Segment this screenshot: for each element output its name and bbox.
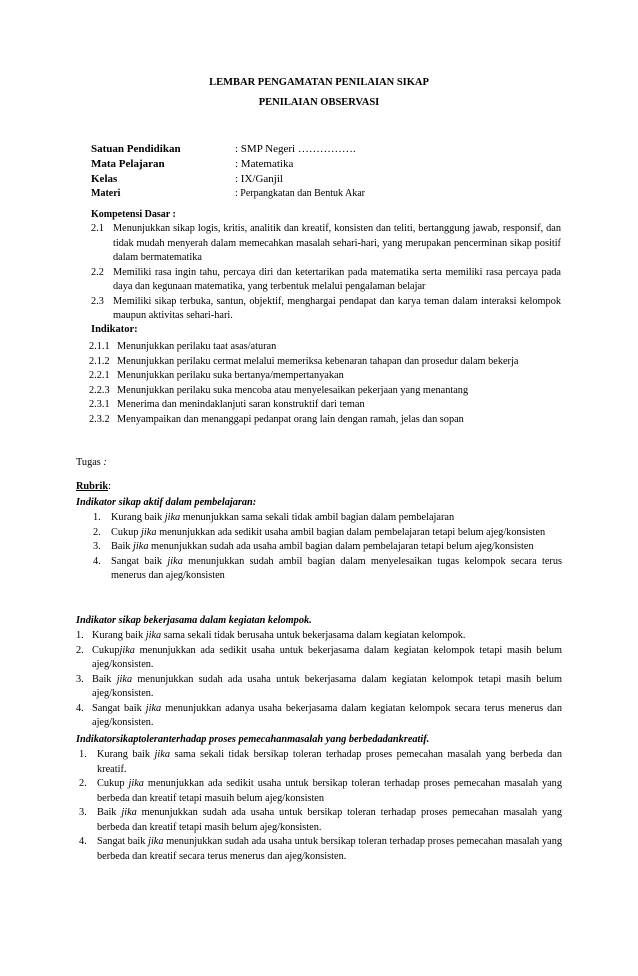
rubric-list-toleran xyxy=(79,748,562,864)
item-text-lead: Kurang baik xyxy=(111,512,165,523)
item-text xyxy=(111,555,562,584)
indikator-item xyxy=(89,413,562,428)
indikator-item xyxy=(89,355,562,370)
item-text-rest: sama sekali tidak bersikap toleran terhadap proses pemecahan masalah yang berbeda dan kreatif. xyxy=(97,749,562,775)
item-number: 4. xyxy=(79,836,87,847)
item-text xyxy=(92,629,562,644)
item-text-rest: menunjukkan sudah ada usaha untuk bersikap toleran terhadap proses pemecahan masalah yang berbeda dan kreatif secara terus menerus dan ajeg/konsisten. xyxy=(97,836,562,862)
identity-row-kelas xyxy=(91,172,571,187)
item-number: 4. xyxy=(76,702,84,714)
item-text-lead: Cukup xyxy=(111,526,142,538)
item-text-em: jika xyxy=(133,541,149,552)
item-number: 2.1.1 xyxy=(89,341,110,352)
item-number: 2.2 xyxy=(91,266,104,278)
item-number: 2.1.2 xyxy=(89,355,110,367)
item-text: Menunjukkan perilaku suka mencoba atau menyelesaikan pekerjaan yang menantang xyxy=(117,384,469,396)
item-number: 3. xyxy=(93,541,101,552)
rubric-list-aktif xyxy=(93,511,562,584)
item-text-lead: Kurang baik xyxy=(97,749,155,760)
identity-label: Kelas xyxy=(91,173,118,185)
item-text: Menunjukkan sikap logis, kritis, analitik dan kreatif, konsisten dan teliti, bertanggung jawab, responsif, dan tidak mudah menyerah dalam memecahkan masalah sehari-hari, yang merupakan pencerminan sikap positif dalam bermatematika xyxy=(113,223,561,263)
item-text-lead: Kurang baik xyxy=(92,630,146,641)
item-text-em: jika xyxy=(141,526,157,538)
identity-value: : IX/Ganjil xyxy=(235,173,283,185)
document-subtitle: PENILAIAN OBSERVASI xyxy=(258,97,380,108)
item-text-em: jika xyxy=(119,644,135,656)
section-heading-bekerjasama: Indikator sikap bekerjasama dalam kegiatan kelompok. xyxy=(76,615,312,626)
item-number: 2. xyxy=(76,644,84,656)
tugas-text: Tugas xyxy=(76,457,101,468)
rubric-item xyxy=(76,644,562,673)
item-text xyxy=(111,511,562,526)
identity-table xyxy=(91,142,571,202)
item-text-em: jika xyxy=(145,702,162,714)
item-text-rest: menunjukkan sudah ada usaha untuk bersikap toleran terhadap proses pemecahan masalah yang berbeda dan kreatif tetapi masih belum ajeg/konsisten. xyxy=(97,807,562,833)
rubric-item xyxy=(79,835,562,864)
rubric-item xyxy=(79,777,562,806)
item-text-rest: menunjukkan ada sedikit usaha untuk bekerjasama dalam kegiatan kelompok tetapi masih belum ajeg/konsisten. xyxy=(92,644,562,670)
item-text: Menunjukkan perilaku suka bertanya/mempertanyakan xyxy=(117,370,344,381)
item-text-lead: Sangat baik xyxy=(97,836,149,847)
item-number: 2.2.3 xyxy=(89,384,110,396)
item-text-em: jika xyxy=(145,630,162,641)
item-text: Memiliki rasa ingin tahu, percaya diri dan ketertarikan pada matematika serta memiliki rasa percaya pada daya dan kegunaan matematika, yang terbentuk melalui pengalaman belajar xyxy=(113,266,561,292)
item-text-lead: Baik xyxy=(111,541,134,552)
item-text-rest: menunjukkan adanya usaha bekerjasama dalam kegiatan kelompok secara terus menerus dan ajeg/konsisten. xyxy=(92,702,562,728)
item-number: 4. xyxy=(93,555,101,567)
item-text-em: jika xyxy=(167,555,183,567)
item-text-rest: menunjukkan sudah ada usaha ambil bagian dalam pembelajaran tetapi belum ajeg/konsisten xyxy=(148,541,534,552)
item-text-rest: menunjukkan ada sedikit usaha untuk bersikap toleran terhadap proses pemecahan masalah yang berbeda dan kreatif tetapi masuih belum ajeg/konsisten xyxy=(97,778,562,804)
rubrik-text: Rubrik xyxy=(76,481,109,492)
item-text-lead: Cukup xyxy=(92,644,120,656)
identity-label: Mata Pelajaran xyxy=(91,158,165,170)
identity-label: Materi xyxy=(91,188,121,199)
item-number: 2.1 xyxy=(91,223,104,234)
kompetensi-item xyxy=(91,295,561,324)
identity-label: Satuan Pendidikan xyxy=(91,143,181,155)
section-heading-toleran: Indikatorsikaptoleranterhadap proses pemecahanmasalah yang berbedadankreatif. xyxy=(76,734,430,745)
item-text: Menunjukkan perilaku cermat melalui memeriksa kebenaran tahapan dan prosedur dalam bekerja xyxy=(117,355,519,367)
rubrik-label xyxy=(76,480,111,495)
indikator-heading: Indikator: xyxy=(91,324,138,335)
rubric-item xyxy=(79,748,562,777)
item-text-lead: Baik xyxy=(92,673,117,685)
identity-row-mapel xyxy=(91,157,571,172)
rubric-item xyxy=(76,673,562,702)
tugas-suffix: : xyxy=(100,457,107,468)
kompetensi-heading: Kompetensi Dasar : xyxy=(91,209,176,220)
item-text xyxy=(111,540,562,555)
item-number: 2.2.1 xyxy=(89,370,110,381)
tugas-label xyxy=(76,456,107,471)
item-text-em: jika xyxy=(154,749,170,760)
item-text-rest: menunjukkan sama sekali tidak ambil bagian dalam pembelajaran xyxy=(180,512,455,523)
rubric-item xyxy=(93,511,562,526)
indikator-item xyxy=(89,384,562,399)
item-text-rest: sama sekali tidak berusaha untuk bekerjasama dalam kegiatan kelompok. xyxy=(161,630,466,641)
rubric-item xyxy=(93,555,562,584)
section-heading-aktif: Indikator sikap aktif dalam pembelajaran: xyxy=(76,497,257,508)
item-text-rest: menunjukkan sudah ada usaha untuk bekerjasama dalam kegiatan kelompok tetapi masih belum ajeg/konsisten. xyxy=(92,673,563,699)
item-number: 1. xyxy=(76,630,84,641)
identity-value: : Perpangkatan dan Bentuk Akar xyxy=(235,188,365,199)
rubrik-suffix: : xyxy=(108,481,111,492)
item-text: Memiliki sikap terbuka, santun, objektif, menghargai pendapat dan karya teman dalam interaksi kelompok maupun aktivitas sehari-hari. xyxy=(113,295,561,321)
item-text xyxy=(97,748,562,777)
item-text xyxy=(92,702,562,731)
identity-row-materi xyxy=(91,187,571,202)
item-text-em: jika xyxy=(121,807,137,818)
kompetensi-item xyxy=(91,266,561,295)
item-text xyxy=(97,806,562,835)
item-text-rest: menunjukkan sudah ambil bagian dalam menyelesaikan tugas kelompok secara terus menerus dan ajeg/konsisten xyxy=(111,555,563,581)
item-text-lead: Baik xyxy=(97,807,122,818)
identity-value: : SMP Negeri ……………. xyxy=(235,143,356,155)
kompetensi-item xyxy=(91,222,561,266)
item-text-lead: Sangat baik xyxy=(92,702,146,714)
indikator-item xyxy=(89,398,562,413)
item-number: 2.3 xyxy=(91,295,104,307)
item-text xyxy=(97,835,562,864)
indikator-item xyxy=(89,369,562,384)
item-number: 2. xyxy=(93,526,101,538)
rubric-item xyxy=(79,806,562,835)
item-text-em: jika xyxy=(148,836,164,847)
item-number: 3. xyxy=(79,807,87,818)
item-text: Menerima dan menindaklanjuti saran konstruktif dari teman xyxy=(117,399,365,410)
item-text-lead: Sangat baik xyxy=(111,555,168,567)
item-text-em: jika xyxy=(116,673,133,685)
item-number: 2.3.1 xyxy=(89,399,110,410)
item-text: Menunjukkan perilaku taat asas/aturan xyxy=(117,341,277,352)
rubric-item xyxy=(93,526,562,541)
item-text: Menyampaikan dan menanggapi pedanpat orang lain dengan ramah, jelas dan sopan xyxy=(117,413,464,425)
kompetensi-list xyxy=(91,222,561,324)
item-text xyxy=(92,644,562,673)
item-number: 1. xyxy=(79,749,87,760)
rubric-item xyxy=(76,629,562,644)
item-text-rest: menunjukkan ada sedikit usaha ambil bagian dalam pembelajaran tetapi belum ajeg/konsisten xyxy=(156,526,546,538)
rubric-list-bekerjasama xyxy=(76,629,562,731)
item-text xyxy=(97,777,562,806)
item-text xyxy=(92,673,562,702)
item-number: 1. xyxy=(93,512,101,523)
item-text xyxy=(111,526,562,541)
document-title: LEMBAR PENGAMATAN PENILAIAN SIKAP xyxy=(209,77,429,88)
item-number: 2. xyxy=(79,778,87,789)
rubric-item xyxy=(93,540,562,555)
item-number: 2.3.2 xyxy=(89,413,110,425)
item-number: 3. xyxy=(76,673,84,685)
identity-value: : Matematika xyxy=(235,158,294,170)
item-text-em: jika xyxy=(128,778,144,789)
rubric-item xyxy=(76,702,562,731)
item-text-em: jika xyxy=(164,512,181,523)
indikator-list xyxy=(89,340,562,427)
indikator-item xyxy=(89,340,562,355)
identity-row-satuan xyxy=(91,142,571,157)
item-text-lead: Cukup xyxy=(97,778,129,789)
